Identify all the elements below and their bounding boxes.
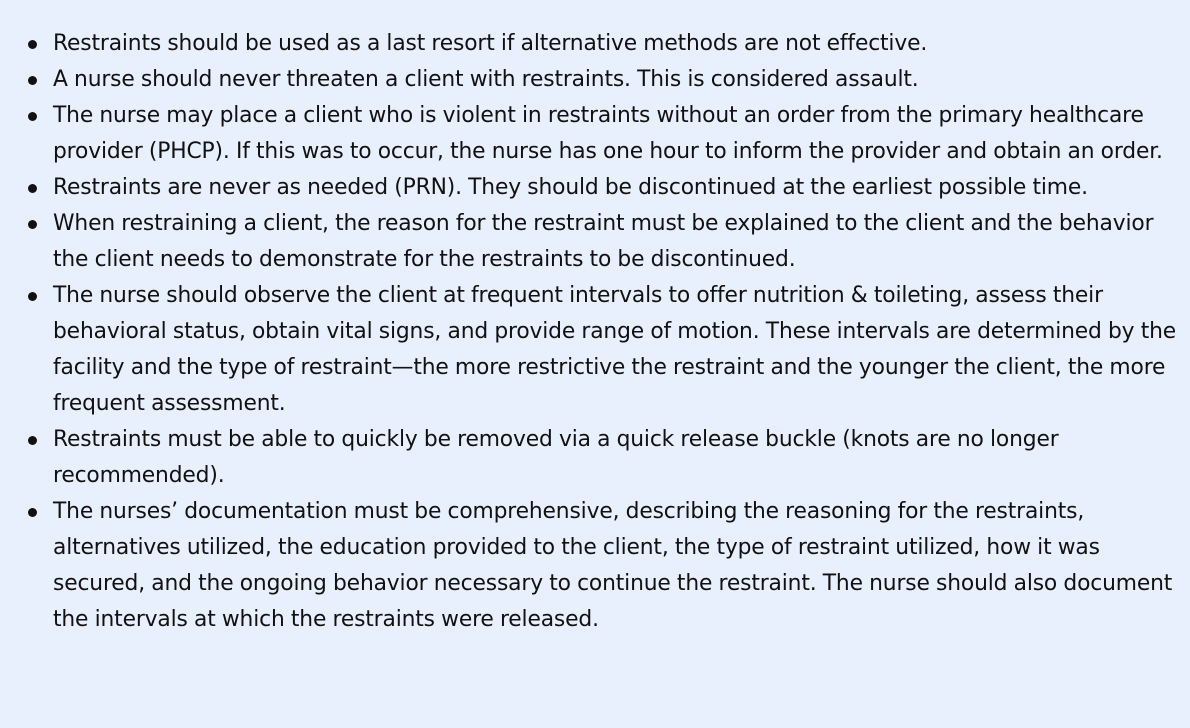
list-item <box>0 98 1190 170</box>
bullet-icon <box>28 112 37 121</box>
list-item-text: When restraining a client, the reason for the restraint must be explained to the client and the behavior the client needs to demonstrate for the restraints to be discontinued. <box>53 211 1154 272</box>
bullet-list <box>0 26 1190 638</box>
list-item-text: Restraints are never as needed (PRN). They should be discontinued at the earliest possible time. <box>53 175 1088 200</box>
list-item <box>0 422 1190 494</box>
restraint-guidelines-content <box>0 26 1190 638</box>
bullet-icon <box>28 76 37 85</box>
list-item <box>0 206 1190 278</box>
bullet-icon <box>28 220 37 229</box>
list-item-text: Restraints must be able to quickly be removed via a quick release buckle (knots are no longer recommended). <box>53 427 1059 488</box>
list-item <box>0 170 1190 206</box>
list-item-text: A nurse should never threaten a client with restraints. This is considered assault. <box>53 67 919 92</box>
list-item <box>0 278 1190 422</box>
bullet-icon <box>28 184 37 193</box>
list-item <box>0 62 1190 98</box>
list-item <box>0 494 1190 638</box>
bullet-icon <box>28 292 37 301</box>
list-item <box>0 26 1190 62</box>
list-item-text: Restraints should be used as a last resort if alternative methods are not effective. <box>53 31 928 56</box>
list-item-text: The nurses’ documentation must be comprehensive, describing the reasoning for the restraints, alternatives utilized, the education provided to the client, the type of restraint utilized, how it was secured, and the ongoing behavior necessary to continue the restraint. The nurse should also document the intervals at which the restraints were released. <box>53 499 1173 632</box>
list-item-text: The nurse may place a client who is violent in restraints without an order from the primary healthcare provider (PHCP). If this was to occur, the nurse has one hour to inform the provider and obtain an order. <box>53 103 1163 164</box>
bullet-icon <box>28 436 37 445</box>
bullet-icon <box>28 508 37 517</box>
list-item-text: The nurse should observe the client at frequent intervals to offer nutrition & toileting, assess their behavioral status, obtain vital signs, and provide range of motion. These intervals are determined by the facility and the type of restraint—the more restrictive the restraint and the younger the client, the more frequent assessment. <box>53 283 1177 416</box>
bullet-icon <box>28 40 37 49</box>
